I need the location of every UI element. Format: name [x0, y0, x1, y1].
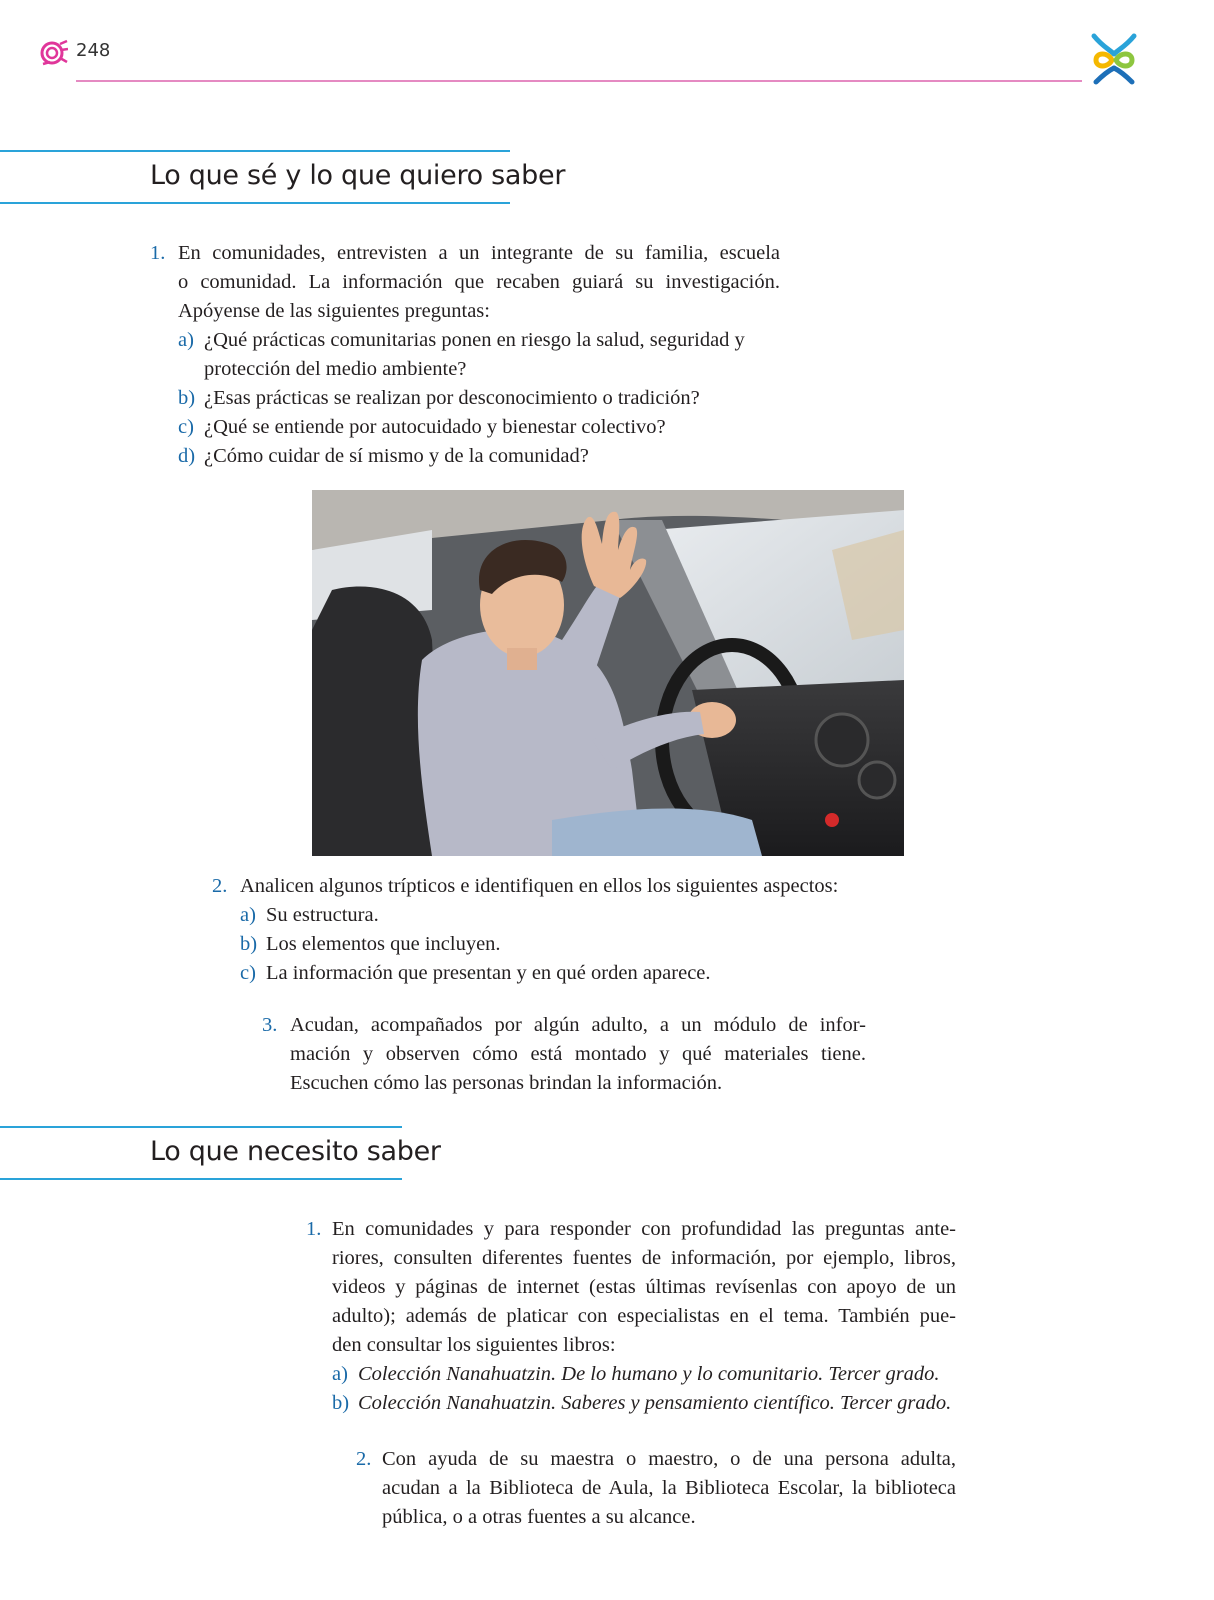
section-title: Lo que sé y lo que quiero saber	[150, 160, 566, 191]
sub-item-b	[332, 1389, 956, 1418]
item-text-line: acudan a la Biblioteca de Aula, la Biblioteca Escolar, la biblioteca	[382, 1477, 956, 1499]
item-number: 2.	[356, 1448, 372, 1470]
item-text-line: o comunidad. La información que recaben guiará su investigación.	[178, 271, 780, 293]
driver-photo	[312, 490, 904, 856]
item-number: 1.	[306, 1218, 322, 1240]
sub-item-text: Los elementos que incluyen.	[266, 933, 501, 955]
colorful-logo-icon	[1088, 32, 1140, 86]
sub-item-d	[178, 442, 780, 471]
sub-item-c	[178, 413, 780, 442]
item-text-line: riores, consulten diferentes fuentes de información, por ejemplo, libros,	[332, 1247, 956, 1269]
sub-item-text: ¿Esas prácticas se realizan por desconocimiento o tradición?	[204, 387, 700, 409]
question-list-item-2	[212, 872, 892, 988]
item-text-line: Con ayuda de su maestra o maestro, o de una persona adulta,	[382, 1448, 956, 1470]
item-text-line: En comunidades y para responder con profundidad las preguntas ante-	[332, 1218, 956, 1240]
sub-item-a	[240, 901, 892, 930]
item-number: 3.	[262, 1014, 278, 1036]
sub-item-text: ¿Qué se entiende por autocuidado y bienestar colectivo?	[204, 416, 666, 438]
sub-item-label: b)	[178, 387, 196, 409]
research-list-item-2	[356, 1445, 956, 1532]
sub-item-b	[178, 384, 780, 413]
sub-item-label: d)	[178, 445, 196, 467]
sub-item-label: c)	[178, 416, 194, 438]
section-title: Lo que necesito saber	[150, 1136, 441, 1167]
item-number: 1.	[150, 242, 166, 264]
item-text-line: adulto); además de platicar con especialistas en el tema. También pue-	[332, 1305, 956, 1327]
item-text-line: pública, o a otras fuentes a su alcance.	[382, 1506, 696, 1528]
sub-item-c	[240, 959, 892, 988]
question-list-item-1	[150, 239, 780, 471]
section-header-what-i-need	[0, 1126, 441, 1180]
item-text-line: mación y observen cómo está montado y qué materiales tiene.	[290, 1043, 866, 1065]
item-text-line: Acudan, acompañados por algún adulto, a un módulo de infor-	[290, 1014, 866, 1036]
page-number: 248	[76, 40, 111, 61]
item-text-line: Analicen algunos trípticos e identifiquen en ellos los siguientes aspectos:	[240, 875, 839, 897]
sub-item-label: b)	[240, 933, 258, 955]
sub-item-label: c)	[240, 962, 256, 984]
sub-item-label: a)	[332, 1363, 348, 1385]
sub-item-text: Su estructura.	[266, 904, 379, 926]
item-text-line: Apóyense de las siguientes preguntas:	[178, 300, 490, 322]
sub-item-label: a)	[178, 329, 194, 351]
item-text-line: Escuchen cómo las personas brindan la información.	[290, 1072, 723, 1094]
sub-item-text: La información que presentan y en qué orden aparece.	[266, 962, 711, 984]
corner-ornament-icon	[40, 38, 68, 68]
sub-item-text: ¿Cómo cuidar de sí mismo y de la comunidad?	[204, 445, 589, 467]
sub-item-text: protección del medio ambiente?	[204, 358, 467, 380]
sub-item-label: a)	[240, 904, 256, 926]
item-text-line: den consultar los siguientes libros:	[332, 1334, 616, 1356]
question-list-item-3	[262, 1011, 866, 1098]
sub-item-a	[178, 326, 780, 384]
book-title: Colección Nanahuatzin. De lo humano y lo comunitario. Tercer grado.	[358, 1363, 940, 1385]
sub-item-text: ¿Qué prácticas comunitarias ponen en riesgo la salud, seguridad y	[204, 329, 745, 351]
book-title: Colección Nanahuatzin. Saberes y pensamiento científico. Tercer grado.	[358, 1392, 952, 1414]
item-number: 2.	[212, 875, 228, 897]
section-header-what-i-know	[0, 150, 566, 204]
sub-item-label: b)	[332, 1392, 350, 1414]
driver-illustration	[312, 490, 904, 856]
sub-item-a	[332, 1360, 956, 1389]
item-text-line: En comunidades, entrevisten a un integrante de su familia, escuela	[178, 242, 780, 264]
research-list-item-1	[306, 1215, 956, 1418]
item-text-line: videos y páginas de internet (estas últimas revísenlas con apoyo de un	[332, 1276, 956, 1298]
header-rule	[76, 80, 1082, 82]
sub-item-b	[240, 930, 892, 959]
